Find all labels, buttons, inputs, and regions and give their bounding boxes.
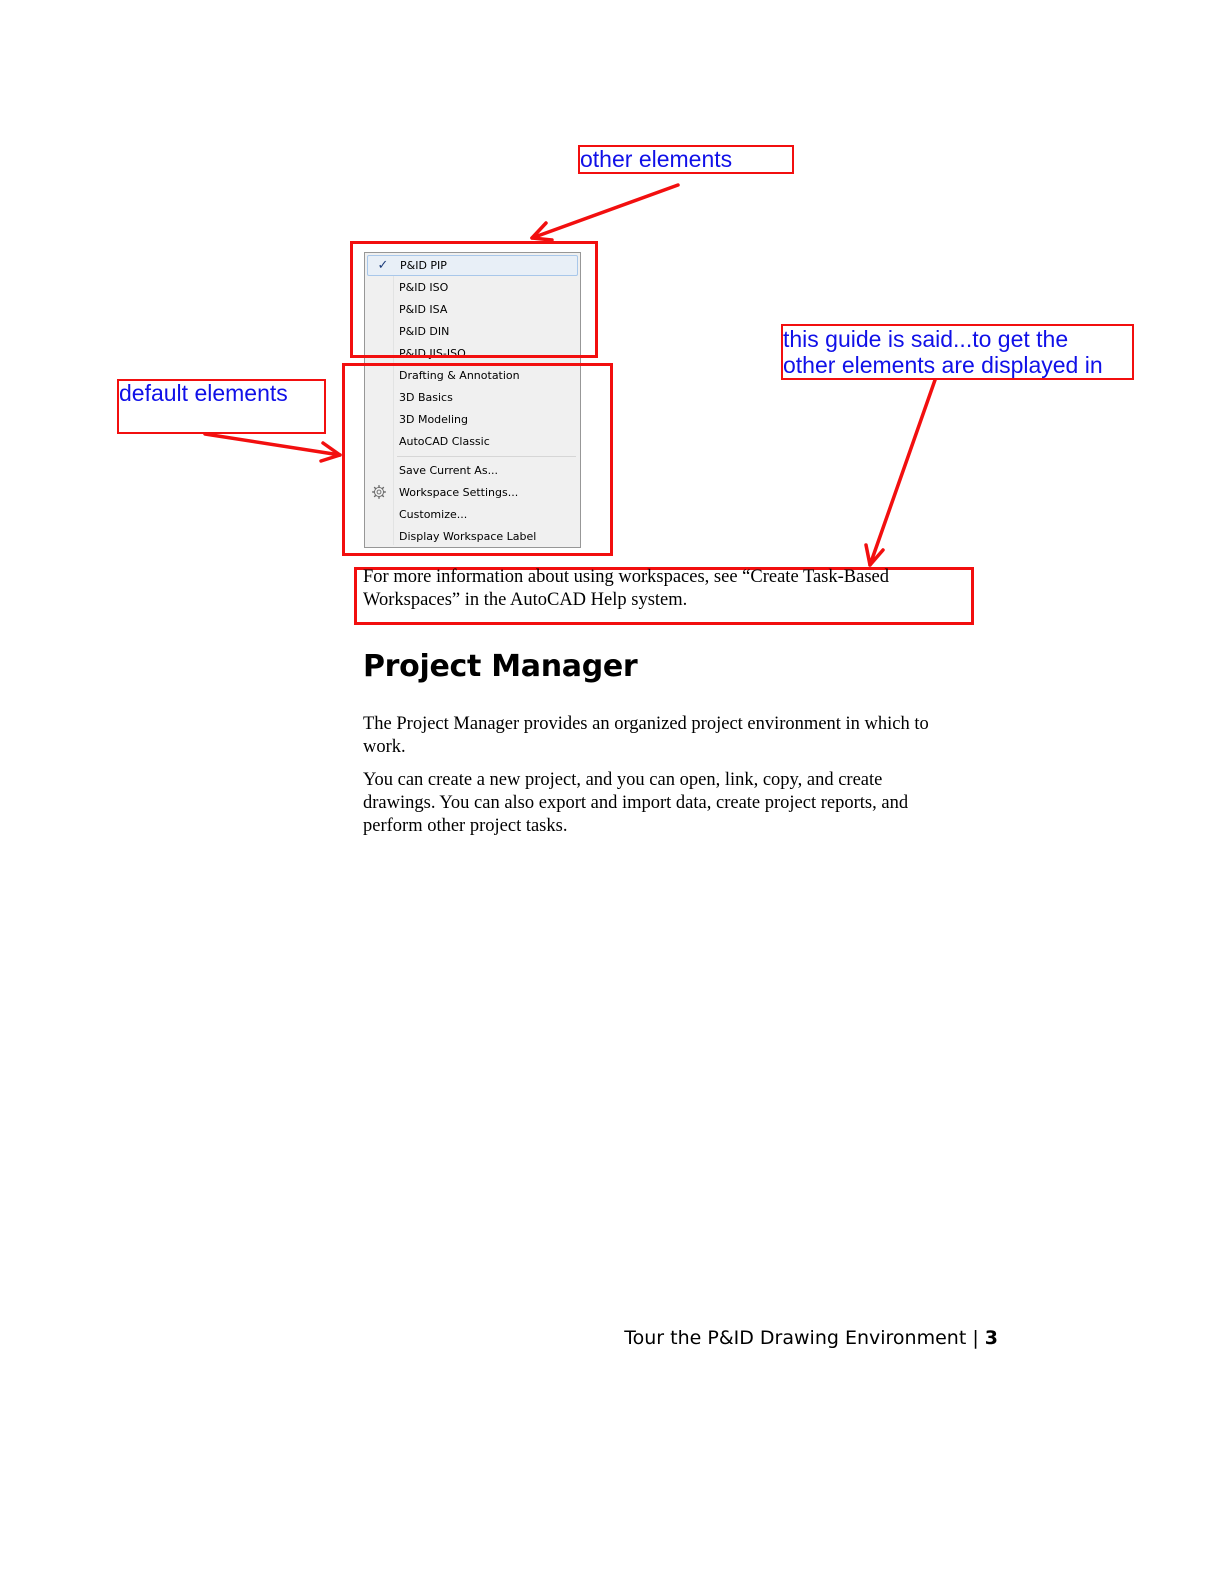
guide-note-line-2: other elements are displayed in — [783, 352, 1103, 378]
menu-item-label: AutoCAD Classic — [399, 435, 490, 448]
paragraph-2-line-3: perform other project tasks. — [363, 816, 568, 836]
other-elements-note: other elements — [580, 146, 733, 172]
menu-item-label: P&ID ISA — [399, 303, 448, 316]
page-footer — [624, 1327, 998, 1349]
menu-item-label: Save Current As... — [399, 464, 499, 477]
arrow-to-info-text — [866, 380, 935, 565]
menu-item-label: 3D Basics — [399, 391, 453, 404]
menu-item-label: Workspace Settings... — [399, 486, 519, 499]
default-elements-note: default elements — [119, 380, 288, 406]
paragraph-1-line-2: work. — [363, 737, 406, 757]
page-number: 3 — [984, 1327, 998, 1349]
checkmark-icon: ✓ — [377, 258, 389, 273]
paragraph-2-line-2: drawings. You can also export and import data, create project reports, and — [363, 793, 909, 813]
menu-item-label: P&ID JIS-ISO — [399, 347, 466, 360]
menu-item-label: P&ID PIP — [400, 259, 447, 272]
paragraph-1 — [363, 713, 929, 759]
paragraph-2-line-1: You can create a new project, and you can open, link, copy, and create — [363, 770, 883, 790]
info-line-2: Workspaces” in the AutoCAD Help system. — [363, 590, 688, 610]
menu-item-label: Display Workspace Label — [399, 530, 537, 543]
arrow-to-default-elements — [205, 434, 340, 461]
section-heading: Project Manager — [363, 649, 638, 684]
menu-item-label: Drafting & Annotation — [399, 369, 520, 382]
menu-item-label: P&ID DIN — [399, 325, 450, 338]
paragraph-1-line-1: The Project Manager provides an organized project environment in which to — [363, 714, 929, 734]
arrow-to-other-elements — [532, 185, 678, 240]
menu-item-label: P&ID ISO — [399, 281, 449, 294]
info-line-1: For more information about using workspaces, see “Create Task-Based — [363, 567, 889, 587]
menu-item-label: 3D Modeling — [399, 413, 469, 426]
guide-note-line-1: this guide is said...to get the — [783, 326, 1069, 352]
info-paragraph — [363, 566, 889, 612]
footer-title: Tour the P&ID Drawing Environment | — [624, 1327, 979, 1349]
menu-item-label: Customize... — [399, 508, 468, 521]
paragraph-2 — [363, 769, 908, 838]
